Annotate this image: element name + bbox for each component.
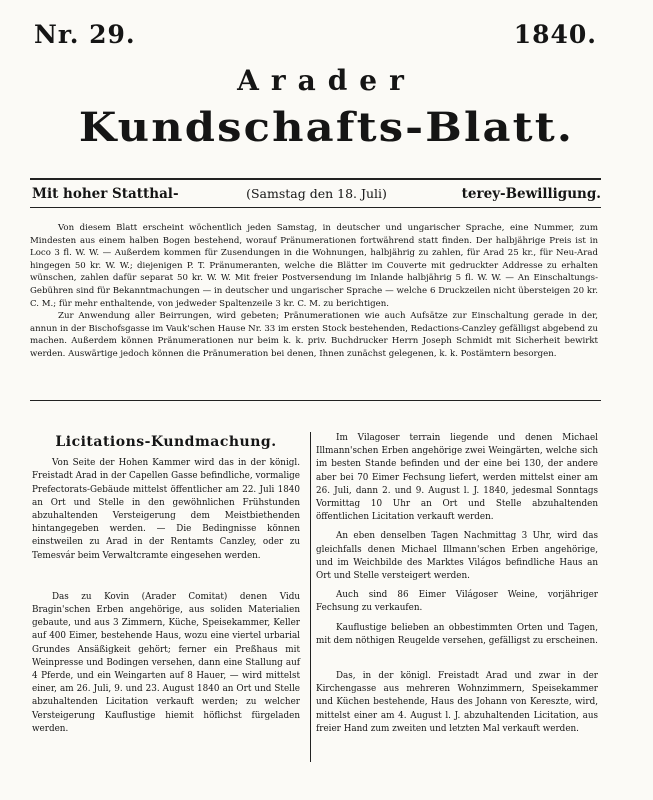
subline xyxy=(32,186,601,204)
section-separator xyxy=(30,400,601,401)
subline-right: terey-Bewilligung. xyxy=(461,186,601,202)
article-paragraph: Im Vilagoser terrain liegende und denen Michael Illmann'schen Erben angehörige zwei Weingärten, welche sich im besten Stande befinden und der eine bei 130, der andere aber bei 70 Eimer Fechsung liefert, werden mittelst einer am 26. Juli, dann 2. und 9. August l. J. 1840, jedesmal Sonntags Vormittag 10 Uhr an Ort und Stelle abzuhaltenden öffentlichen Licitation verkauft werden. xyxy=(316,433,598,523)
right-column xyxy=(316,432,598,742)
masthead-rule-top xyxy=(30,178,601,180)
article-gap xyxy=(316,654,598,670)
article-gap xyxy=(32,569,300,591)
subline-date: (Samstag den 18. Juli) xyxy=(246,186,387,201)
article-paragraph: Das zu Kovin (Arader Comitat) denen Vidu Bragin'schen Erben angehörige, aus soliden Materialien gebaute, und aus 3 Zimmern, Küche, Speisekammer, Keller auf 400 Eimer, bestehende Haus, wozu eine viertel urbarial Grundes Ansäßigkeit gehört; ferner ein Preßhaus mit Weinpresse und Bodingen versehen, dann eine Stallung auf 4 Pferde, und ein Weingarten auf 8 Hauer, — wird mittelst einer, am 26. Juli, 9. und 23. August 1840 an Ort und Stelle abzuhaltenden Licitation verkauft werden; zu welcher Versteigerung Kauflustige hiemit höflichst fürgeladen werden. xyxy=(32,591,300,734)
article-paragraph: Das, in der königl. Freistadt Arad und zwar in der Kirchengasse aus mehreren Wohnzimmern, Speisekammer und Küchen bestehende, Haus des Johann von Kereszte, wird, mittelst einer am 4. August l. J. abzuhaltenden Licitation, aus freier Hand zum zweiten und letzten Mal verkauft werden. xyxy=(316,671,598,734)
article-paragraph: Von Seite der Hohen Kammer wird das in der königl. Freistadt Arad in der Capellen Gasse befindliche, vormalige Prefectorats-Gebäude mittelst öffentlicher am 22. Juli 1840 an Ort und Stelle in den gewöhnlichen Frühstunden abzuhaltenden Versteigerung dem Meistbiethenden hintangegeben werden. — Die Bedingnisse können einstweilen zu Arad in der Rentamts Canzley, oder zu Temesvár beim Verwaltcramte eingesehen werden. xyxy=(32,458,300,561)
notice-paragraph: Zur Anwendung aller Beirrungen, wird gebeten; Pränumerationen wie auch Aufsätze zur Einschaltung gerade in der, annun in der Bischofsgasse im Vauk'schen Hause Nr. 33 im ersten Stock bestehenden, Redactions-Canzley gefälligst abgebend zu machen. Außerdem können Pränumerationen nur beim k. k. priv. Buchdrucker Herrn Joseph Schmidt mit Sicherheit bewirkt werden. Auswärtige jedoch können die Pränumeration bei denen, Ihnen zunächst gelegenen, k. k. Postämtern besorgen. xyxy=(30,311,598,359)
issue-year: 1840. xyxy=(513,20,597,49)
subscription-notice xyxy=(30,222,598,361)
masthead-title: Kundschafts-Blatt. xyxy=(78,104,575,151)
column-divider xyxy=(310,432,311,762)
subline-left: Mit hoher Statthal- xyxy=(32,186,179,202)
left-column xyxy=(32,432,300,742)
masthead-rule-bottom xyxy=(30,207,601,208)
article-paragraph: Kauflustige belieben an obbestimmten Orten und Tagen, mit dem nöthigen Reugelde versehen, gefälligst zu erscheinen. xyxy=(316,622,598,646)
notice-paragraph: Von diesem Blatt erscheint wöchentlich jeden Samstag, in deutscher und ungarischer Sprache, eine Nummer, zum Mindesten aus einem halben Bogen bestehend, worauf Pränumerationen fortwährend statt finden. Der halbjährige Preis ist in Loco 3 fl. W. W. — Außerdem kommen für Zusendungen in die Wohnungen, halbjährig zu zahlen, für Arad 25 kr., für Neu-Arad hingegen 50 kr. W. W.; diejenigen P. T. Pränumeranten, welche die Blätter im Couverte mit gedruckter Addresse zu erhalten wünschen, zahlen dafür separat 50 kr. W. W. Mit freier Postversendung im Inlande halbjährig 5 fl. W. W. — An Einschaltungs-Gebühren sind für Bekanntmachungen — in deutscher und ungarischer Sprache — welche 6 Druckzeilen nicht übersteigen 20 kr. C. M.; für mehr enthaltende, von jedweder Spaltenzeile 3 kr. C. M. zu berichtigen. xyxy=(30,223,598,309)
licitation-heading: Licitations-Kundmachung. xyxy=(55,434,277,450)
article-paragraph: Auch sind 86 Eimer Világoser Weine, vorjähriger Fechsung zu verkaufen. xyxy=(316,590,598,614)
issue-number: Nr. 29. xyxy=(34,20,136,49)
article-paragraph: An eben denselben Tagen Nachmittag 3 Uhr, wird das gleichfalls denen Michael Illmann'schen Erben angehörige, und im Weichbilde des Marktes Világos befindliche Haus an Ort und Stelle versteigert werden. xyxy=(316,531,598,582)
masthead-place: Arader xyxy=(237,64,416,97)
